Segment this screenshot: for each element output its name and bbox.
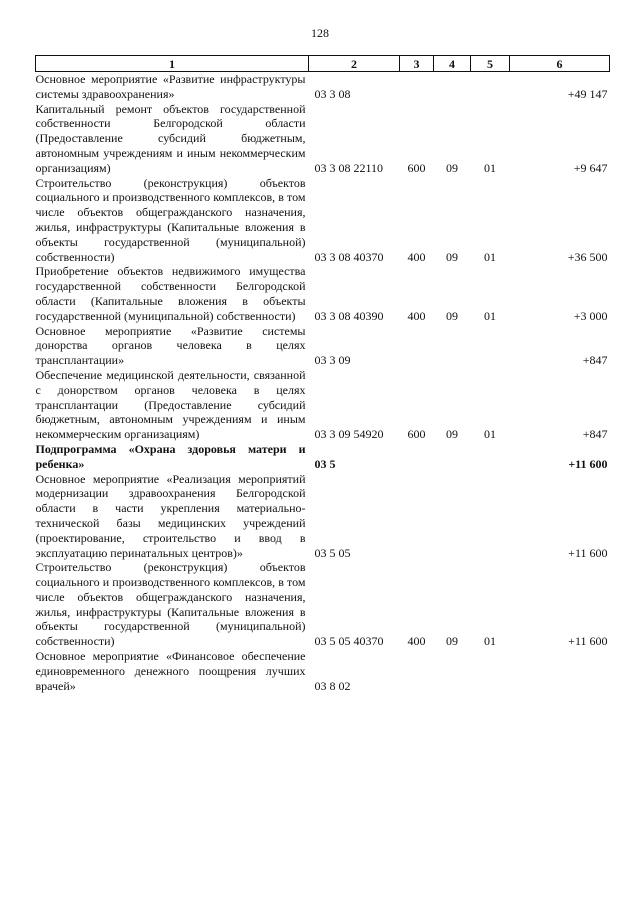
header-row bbox=[36, 56, 610, 72]
table-row bbox=[36, 649, 610, 693]
table-body bbox=[36, 72, 610, 694]
table-row bbox=[36, 72, 610, 102]
row-expense-type: 400 bbox=[407, 308, 426, 323]
row-amount: +11 600 bbox=[568, 456, 608, 471]
row-name: Основное мероприятие «Финансовое обеспечение единовременного денежного поощрения лучших врачей» bbox=[35, 649, 306, 693]
row-name: Строительство (реконструкция) объектов социального и производственного комплексов, в том числе объектов общегражданского назначения, жилья, инфраструктуры (Капитальные вложения в объекты государственной (муниципальной) собственности) bbox=[35, 560, 306, 649]
row-subsection: 01 bbox=[484, 308, 496, 323]
row-subsection: 01 bbox=[484, 160, 496, 175]
table-row bbox=[36, 324, 610, 368]
row-code: 03 3 08 bbox=[314, 86, 351, 101]
row-name: Основное мероприятие «Развитие системы донорства органов человека в целях трансплантации» bbox=[35, 323, 306, 368]
header-col-3: 3 bbox=[400, 56, 434, 72]
row-code: 03 5 05 bbox=[314, 545, 351, 560]
row-amount: +847 bbox=[582, 353, 608, 368]
row-name: Приобретение объектов недвижимого имущества государственной собственности Белгородской области (Капитальные вложения в объекты государственной (муниципальной) собственности) bbox=[35, 264, 306, 323]
table-row bbox=[36, 368, 610, 442]
header-col-5: 5 bbox=[471, 56, 510, 72]
row-expense-type: 600 bbox=[407, 427, 426, 442]
row-expense-type bbox=[400, 472, 434, 561]
row-section: 09 bbox=[446, 634, 458, 649]
row-section: 09 bbox=[446, 308, 458, 323]
row-expense-type: 400 bbox=[407, 634, 426, 649]
row-subsection: 01 bbox=[484, 427, 496, 442]
row-subsection: 01 bbox=[484, 634, 496, 649]
row-code: 03 5 bbox=[314, 456, 336, 471]
table-row bbox=[36, 264, 610, 323]
row-code: 03 3 09 54920 bbox=[314, 427, 384, 442]
header-col-4: 4 bbox=[434, 56, 471, 72]
row-expense-type bbox=[400, 324, 434, 368]
row-section: 09 bbox=[446, 427, 458, 442]
row-code: 03 3 09 bbox=[314, 353, 351, 368]
row-name: Основное мероприятие «Развитие инфраструктуры системы здравоохранения» bbox=[35, 72, 306, 101]
row-code: 03 3 08 22110 bbox=[314, 160, 384, 175]
row-section bbox=[434, 442, 471, 472]
row-expense-type bbox=[400, 442, 434, 472]
row-amount: +11 600 bbox=[568, 545, 608, 560]
header-col-6: 6 bbox=[510, 56, 610, 72]
row-subsection bbox=[471, 324, 510, 368]
row-amount: +11 600 bbox=[568, 634, 608, 649]
row-amount: +36 500 bbox=[567, 249, 608, 264]
row-section bbox=[434, 72, 471, 102]
row-amount: +9 647 bbox=[573, 160, 608, 175]
row-code: 03 3 08 40390 bbox=[314, 308, 384, 323]
row-expense-type: 400 bbox=[407, 249, 426, 264]
row-subsection bbox=[471, 472, 510, 561]
row-subsection bbox=[471, 72, 510, 102]
row-expense-type bbox=[400, 649, 434, 693]
row-subsection: 01 bbox=[484, 249, 496, 264]
row-section: 09 bbox=[446, 249, 458, 264]
page-number: 128 bbox=[311, 26, 329, 40]
table-row bbox=[36, 176, 610, 265]
row-code: 03 3 08 40370 bbox=[314, 249, 384, 264]
row-section: 09 bbox=[446, 160, 458, 175]
row-name: Обеспечение медицинской деятельности, связанной с донорством органов человека в целях трансплантации (Предоставление субсидий бюджетным, автономным учреждениям и иным некоммерческим организациям) bbox=[35, 367, 306, 442]
row-subsection bbox=[471, 442, 510, 472]
row-code: 03 8 02 bbox=[314, 678, 351, 693]
row-subsection bbox=[471, 649, 510, 693]
row-section bbox=[434, 649, 471, 693]
row-name: Строительство (реконструкция) объектов социального и производственного комплексов, в том числе объектов общегражданского назначения, жилья, инфраструктуры (Капитальные вложения в объекты государственной (муниципальной) собственности) bbox=[35, 175, 306, 264]
row-amount: +3 000 bbox=[573, 308, 608, 323]
table-row bbox=[36, 472, 610, 561]
budget-table bbox=[35, 55, 610, 693]
header-col-2: 2 bbox=[309, 56, 400, 72]
row-amount: +49 147 bbox=[567, 86, 608, 101]
table-row bbox=[36, 102, 610, 176]
row-amount bbox=[510, 649, 610, 693]
row-expense-type bbox=[400, 72, 434, 102]
header-col-1: 1 bbox=[36, 56, 309, 72]
row-section bbox=[434, 472, 471, 561]
row-name: Основное мероприятие «Реализация мероприятий модернизации здравоохранения Белгородской области в части укрепления материально-технической базы медицинских учреждений (проектирование, строительство и ввод в эксплуатацию перинатальных центров)» bbox=[35, 471, 306, 560]
table-row bbox=[36, 442, 610, 472]
row-amount: +847 bbox=[582, 427, 608, 442]
table-header bbox=[36, 56, 610, 72]
row-name: Подпрограмма «Охрана здоровья матери и ребенка» bbox=[35, 441, 306, 471]
row-expense-type: 600 bbox=[407, 160, 426, 175]
table-row bbox=[36, 560, 610, 649]
row-code: 03 5 05 40370 bbox=[314, 634, 384, 649]
row-section bbox=[434, 324, 471, 368]
row-name: Капитальный ремонт объектов государственной собственности Белгородской области (Предоставление субсидий бюджетным, автономным учреждениям и иным некоммерческим организациям) bbox=[35, 101, 306, 175]
